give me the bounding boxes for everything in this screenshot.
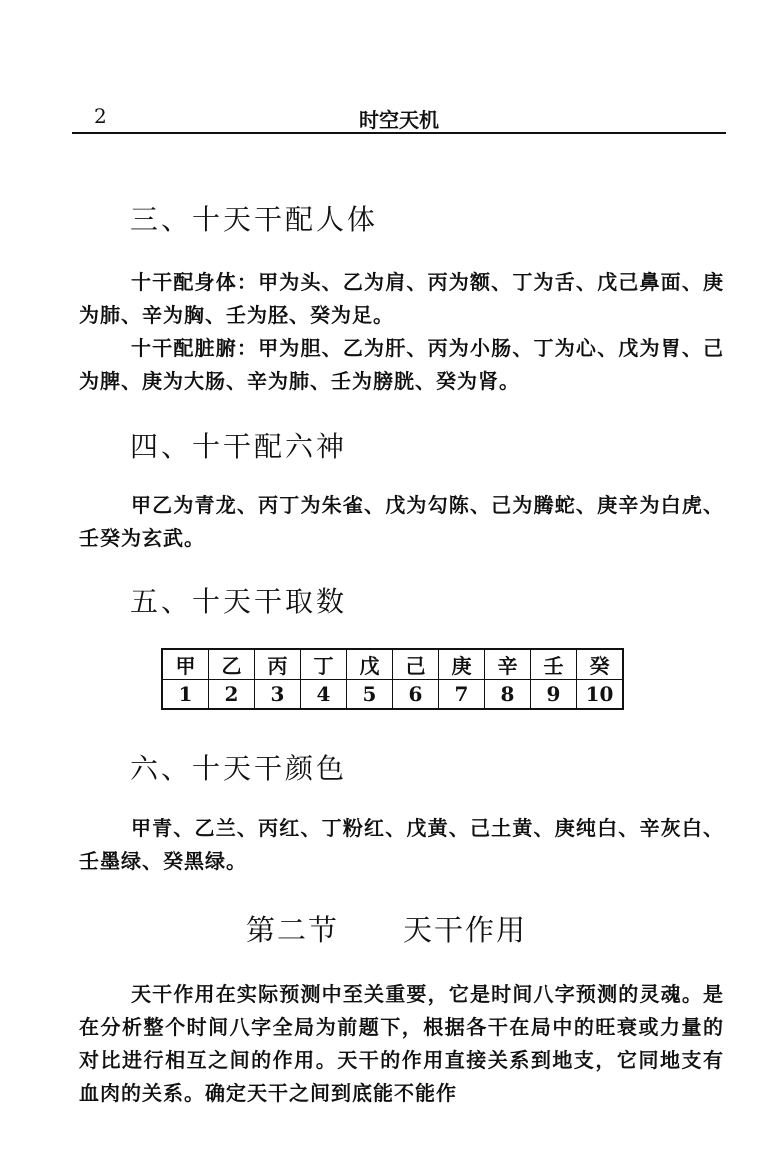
paragraph-six-spirits: 甲乙为青龙、丙丁为朱雀、戊为勾陈、己为腾蛇、庚辛为白虎、壬癸为玄武。: [79, 493, 724, 550]
page-number: 2: [94, 104, 107, 128]
table-cell: 1: [162, 680, 209, 710]
paragraph-stem-interaction: 天干作用在实际预测中至关重要，它是时间八字预测的灵魂。是在分析整个时间八字全局为前题下，根据各干在局中的旺衰或力量的对比进行相互之间的作用。天干的作用直接关系到地支，它同地支有血肉的关系。确定天干之间到底能不能作: [79, 982, 724, 1105]
page-header: [72, 100, 726, 134]
heading-section-6: 六、十天干颜色: [130, 752, 348, 785]
table-cell: 7: [439, 680, 485, 710]
table-cell: 丁: [301, 649, 347, 680]
heading-section-3: 三、十天干配人体: [130, 203, 379, 236]
table-cell: 3: [255, 680, 301, 710]
table-cell: 8: [485, 680, 531, 710]
table-cell: 9: [531, 680, 577, 710]
paragraph-organs: 十干配脏腑：甲为胆、乙为肝、丙为小肠、丁为心、戊为胃、己为脾、庚为大肠、辛为肺、壬为膀胱、癸为肾。: [79, 336, 724, 393]
table-cell: 2: [209, 680, 255, 710]
table-cell: 5: [347, 680, 393, 710]
table-cell: 戊: [347, 649, 393, 680]
table-cell: 6: [393, 680, 439, 710]
paragraph-body-parts: 十干配身体：甲为头、乙为肩、丙为额、丁为舌、戊己鼻面、庚为肺、辛为胸、壬为胫、癸为足。: [79, 270, 724, 327]
section-name: 天干作用: [403, 913, 528, 947]
table-cell: 甲: [162, 649, 209, 680]
section-number: 第二节: [245, 913, 339, 947]
table-row-numbers: [162, 680, 623, 710]
table-cell: 辛: [485, 649, 531, 680]
table-cell: 丙: [255, 649, 301, 680]
section-title: [0, 908, 773, 949]
heading-section-4: 四、十干配六神: [130, 430, 348, 463]
heading-section-5: 五、十天干取数: [130, 585, 348, 618]
table-cell: 庚: [439, 649, 485, 680]
table-row-stems: [162, 649, 623, 680]
table-cell: 10: [577, 680, 624, 710]
table-cell: 壬: [531, 649, 577, 680]
table-cell: 己: [393, 649, 439, 680]
running-title: 时空天机: [359, 108, 439, 132]
paragraph-colors: 甲青、乙兰、丙红、丁粉红、戊黄、己土黄、庚纯白、辛灰白、壬墨绿、癸黑绿。: [79, 816, 724, 873]
stem-number-table: [161, 648, 624, 710]
table-cell: 乙: [209, 649, 255, 680]
table-cell: 4: [301, 680, 347, 710]
table-cell: 癸: [577, 649, 624, 680]
